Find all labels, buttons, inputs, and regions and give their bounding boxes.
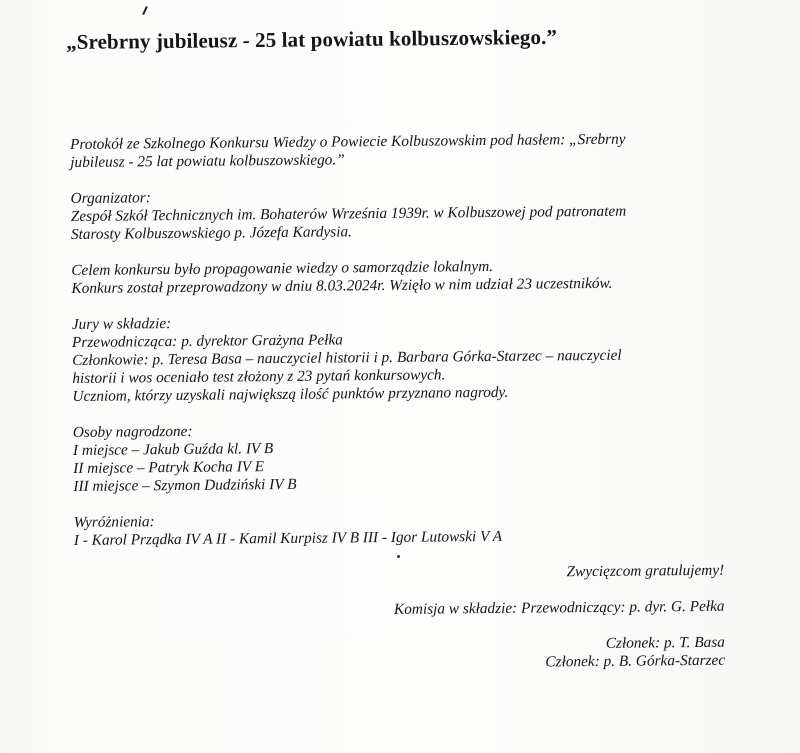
goal-line-2: Konkurs został przeprowadzony w dniu 8.03.2024r. Wzięło w nim udział 23 uczestników. — [71, 274, 613, 297]
organizer-line-2: Starosty Kolbuszowskiego p. Józefa Kardysia. — [70, 223, 353, 243]
protocol-body — [70, 130, 745, 676]
jury-chair: Przewodnicząca: p. dyrektor Grażyna Pełka — [71, 331, 343, 351]
winners-heading: Osoby nagrodzone: — [72, 422, 193, 441]
winner-second: II miejsce – Patryk Kocha IV E — [73, 458, 265, 477]
jury-members-line-1: Członkowie: p. Teresa Basa – nauczyciel historii i p. Barbara Górka-Starzec – nauczyciel — [72, 346, 622, 369]
jury-members-line-2: historii i wos oceniało test złożony z 23 pytań konkursowych. — [72, 366, 446, 387]
jury-awards: Uczniom, którzy uzyskali największą ilość punktów przyznano nagrody. — [72, 383, 509, 405]
pen-mark — [142, 6, 148, 15]
winner-third: III miejsce – Szymon Dudziński IV B — [73, 475, 297, 495]
commission-member-2: Członek: p. B. Górka-Starzec — [545, 651, 726, 671]
document-title: „Srebrny jubileusz - 25 lat powiatu kolbuszowskiego.” — [66, 24, 558, 54]
distinctions-line: I - Karol Prządka IV A II - Kamil Kurpisz IV B III - Igor Lutowski V A — [73, 527, 503, 549]
goal-line-1: Celem konkursu było propagowanie wiedzy o samorządzie lokalnym. — [71, 257, 494, 279]
commission-member-1: Członek: p. T. Basa — [605, 633, 725, 652]
commission: Komisja w składzie: Przewodniczący: p. dyr. G. Pełka — [393, 597, 725, 618]
winner-first: I miejsce – Jakub Guźda kl. IV B — [72, 440, 274, 459]
organizer-line-1: Zespół Szkół Technicznych im. Bohaterów Września 1939r. w Kolbuszowej pod patronatem — [70, 202, 627, 225]
protocol-line-2: jubileusz - 25 lat powiatu kolbuszowskiego.” — [70, 151, 345, 171]
congratulations: Zwycięzcom gratulujemy! — [566, 561, 725, 581]
distinctions-heading: Wyróżnienia: — [73, 513, 155, 531]
organizer-heading: Organizator: — [70, 189, 151, 207]
protocol-line-1: Protokół ze Szkolnego Konkursu Wiedzy o Powiecie Kolbuszowskim pod hasłem: „Srebrny — [70, 130, 626, 153]
jury-heading: Jury w składzie: — [71, 315, 172, 333]
stray-dot — [397, 555, 400, 558]
